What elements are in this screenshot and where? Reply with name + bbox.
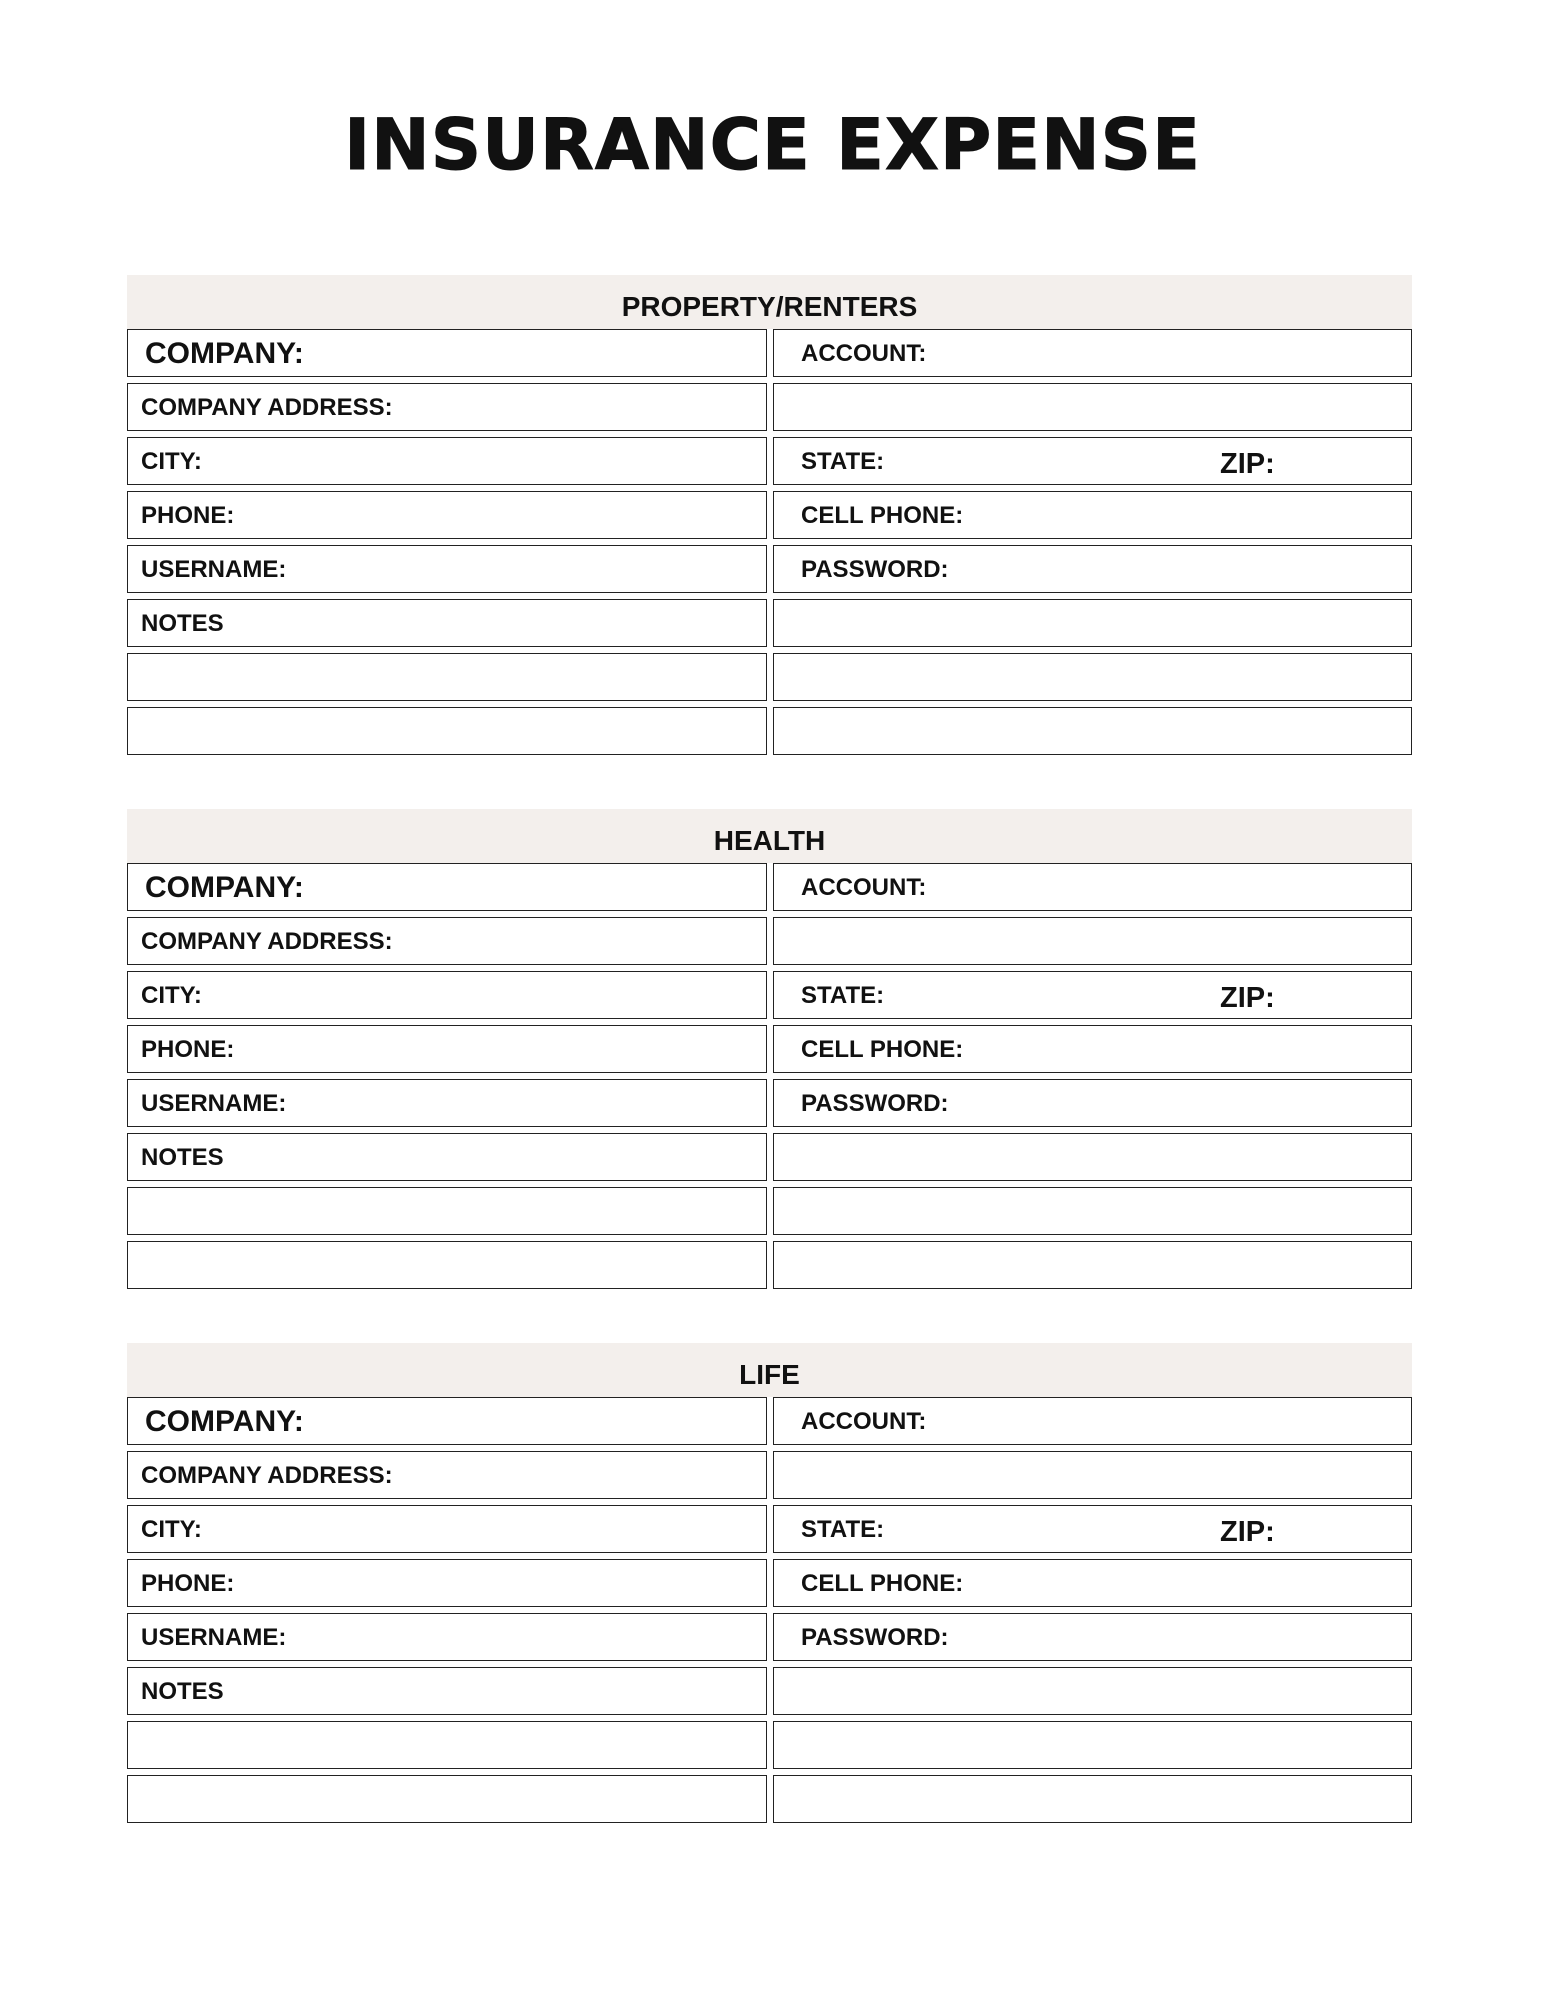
- account-label: ACCOUNT:: [801, 874, 927, 901]
- form-row: [127, 329, 1412, 377]
- form-row: [127, 1133, 1412, 1181]
- city-label: CITY:: [141, 448, 202, 475]
- notes-line[interactable]: [127, 1721, 767, 1769]
- phone-field[interactable]: [127, 491, 767, 539]
- page-title: INSURANCE EXPENSE: [344, 104, 1201, 186]
- username-field[interactable]: [127, 545, 767, 593]
- notes-field[interactable]: [127, 1667, 767, 1715]
- form-row: [127, 1559, 1412, 1607]
- notes-line[interactable]: [773, 1133, 1412, 1181]
- username-label: USERNAME:: [141, 1624, 287, 1651]
- notes-line[interactable]: [127, 1187, 767, 1235]
- company-label: COMPANY:: [145, 337, 304, 370]
- section-health: [127, 809, 1412, 1289]
- username-label: USERNAME:: [141, 556, 287, 583]
- account-field[interactable]: [773, 1397, 1412, 1445]
- notes-line[interactable]: [127, 707, 767, 755]
- notes-line[interactable]: [773, 1775, 1412, 1823]
- company-address-label: COMPANY ADDRESS:: [141, 928, 393, 955]
- form-row: [127, 1187, 1412, 1235]
- form-row: [127, 491, 1412, 539]
- notes-line[interactable]: [127, 653, 767, 701]
- notes-field[interactable]: [127, 599, 767, 647]
- form-row: [127, 917, 1412, 965]
- notes-line[interactable]: [127, 1241, 767, 1289]
- notes-line[interactable]: [773, 599, 1412, 647]
- zip-label: ZIP:: [1220, 1516, 1275, 1548]
- company-field[interactable]: [127, 863, 767, 911]
- city-label: CITY:: [141, 982, 202, 1009]
- username-field[interactable]: [127, 1079, 767, 1127]
- state-zip-field[interactable]: [773, 437, 1412, 485]
- password-label: PASSWORD:: [801, 1090, 949, 1117]
- company-address-continued-field[interactable]: [773, 1451, 1412, 1499]
- form-row: [127, 1613, 1412, 1661]
- company-address-field[interactable]: [127, 383, 767, 431]
- cell-phone-label: CELL PHONE:: [801, 502, 964, 529]
- notes-label: NOTES: [141, 610, 224, 637]
- form-row: [127, 1025, 1412, 1073]
- username-label: USERNAME:: [141, 1090, 287, 1117]
- phone-label: PHONE:: [141, 1036, 235, 1063]
- form-row: [127, 1721, 1412, 1769]
- form-row: [127, 971, 1412, 1019]
- company-address-label: COMPANY ADDRESS:: [141, 1462, 393, 1489]
- state-label: STATE:: [801, 448, 885, 475]
- cell-phone-label: CELL PHONE:: [801, 1036, 964, 1063]
- form-row: [127, 1451, 1412, 1499]
- company-field[interactable]: [127, 329, 767, 377]
- notes-field[interactable]: [127, 1133, 767, 1181]
- company-label: COMPANY:: [145, 1405, 304, 1438]
- account-field[interactable]: [773, 329, 1412, 377]
- password-field[interactable]: [773, 1079, 1412, 1127]
- zip-label: ZIP:: [1220, 982, 1275, 1014]
- notes-line[interactable]: [773, 653, 1412, 701]
- section-heading: LIFE: [127, 1343, 1412, 1397]
- form-row: [127, 1775, 1412, 1823]
- section-heading: PROPERTY/RENTERS: [127, 275, 1412, 329]
- form-row: [127, 653, 1412, 701]
- password-field[interactable]: [773, 545, 1412, 593]
- state-label: STATE:: [801, 982, 885, 1009]
- notes-label: NOTES: [141, 1678, 224, 1705]
- account-label: ACCOUNT:: [801, 340, 927, 367]
- company-address-field[interactable]: [127, 917, 767, 965]
- form-row: [127, 545, 1412, 593]
- notes-line[interactable]: [127, 1775, 767, 1823]
- form-row: [127, 1079, 1412, 1127]
- notes-line[interactable]: [773, 1721, 1412, 1769]
- form-row: [127, 707, 1412, 755]
- form-row: [127, 599, 1412, 647]
- phone-field[interactable]: [127, 1559, 767, 1607]
- city-field[interactable]: [127, 1505, 767, 1553]
- form-row: [127, 863, 1412, 911]
- cell-phone-field[interactable]: [773, 1559, 1412, 1607]
- company-address-continued-field[interactable]: [773, 383, 1412, 431]
- form-row: [127, 383, 1412, 431]
- form-row: [127, 1667, 1412, 1715]
- notes-line[interactable]: [773, 707, 1412, 755]
- notes-label: NOTES: [141, 1144, 224, 1171]
- company-address-continued-field[interactable]: [773, 917, 1412, 965]
- section-property-renters: [127, 275, 1412, 755]
- company-field[interactable]: [127, 1397, 767, 1445]
- notes-line[interactable]: [773, 1241, 1412, 1289]
- zip-label: ZIP:: [1220, 448, 1275, 480]
- notes-line[interactable]: [773, 1667, 1412, 1715]
- company-address-field[interactable]: [127, 1451, 767, 1499]
- section-heading: HEALTH: [127, 809, 1412, 863]
- phone-label: PHONE:: [141, 1570, 235, 1597]
- state-zip-field[interactable]: [773, 971, 1412, 1019]
- city-field[interactable]: [127, 437, 767, 485]
- phone-field[interactable]: [127, 1025, 767, 1073]
- phone-label: PHONE:: [141, 502, 235, 529]
- account-label: ACCOUNT:: [801, 1408, 927, 1435]
- form-row: [127, 1505, 1412, 1553]
- username-field[interactable]: [127, 1613, 767, 1661]
- form-row: [127, 1241, 1412, 1289]
- cell-phone-field[interactable]: [773, 491, 1412, 539]
- form-row: [127, 437, 1412, 485]
- state-label: STATE:: [801, 1516, 885, 1543]
- cell-phone-label: CELL PHONE:: [801, 1570, 964, 1597]
- account-field[interactable]: [773, 863, 1412, 911]
- notes-line[interactable]: [773, 1187, 1412, 1235]
- section-life: [127, 1343, 1412, 1823]
- company-label: COMPANY:: [145, 871, 304, 904]
- form-row: [127, 1397, 1412, 1445]
- state-zip-field[interactable]: [773, 1505, 1412, 1553]
- company-address-label: COMPANY ADDRESS:: [141, 394, 393, 421]
- password-label: PASSWORD:: [801, 1624, 949, 1651]
- password-label: PASSWORD:: [801, 556, 949, 583]
- city-label: CITY:: [141, 1516, 202, 1543]
- cell-phone-field[interactable]: [773, 1025, 1412, 1073]
- city-field[interactable]: [127, 971, 767, 1019]
- password-field[interactable]: [773, 1613, 1412, 1661]
